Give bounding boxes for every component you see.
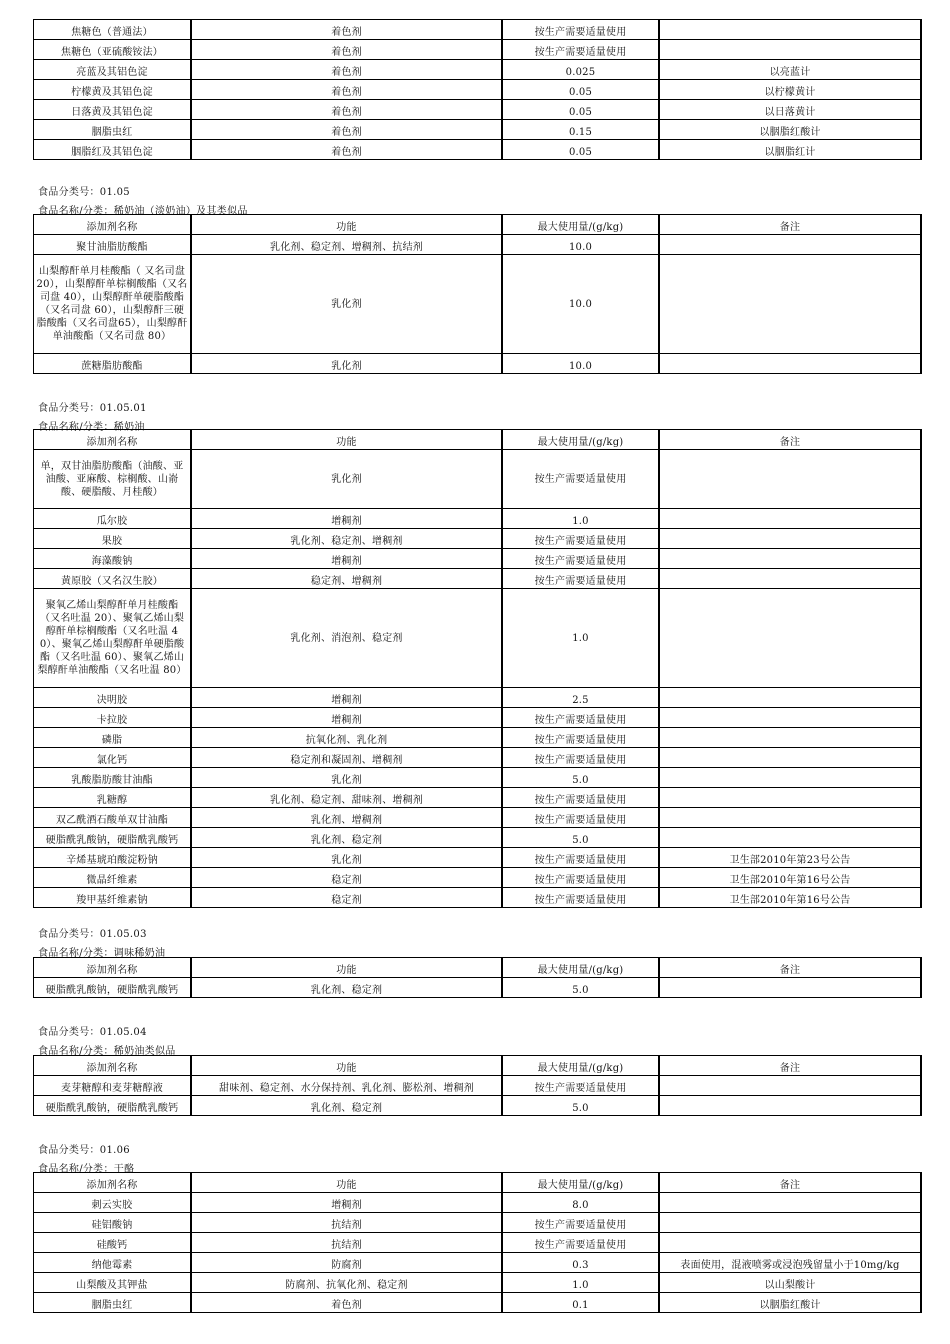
max-usage-cell: 5.0 <box>502 1096 659 1116</box>
remark-cell: 卫生部2010年第16号公告 <box>659 868 921 888</box>
table-row <box>34 828 922 848</box>
table-row <box>34 255 922 354</box>
function-cell: 着色剂 <box>191 1293 502 1313</box>
max-usage-cell: 0.15 <box>502 120 659 140</box>
max-usage-cell: 按生产需要适量使用 <box>502 708 659 728</box>
max-usage-cell: 0.3 <box>502 1253 659 1273</box>
table-row <box>34 1076 922 1096</box>
max-usage-cell: 0.05 <box>502 80 659 100</box>
table-row <box>34 808 922 828</box>
max-usage-cell: 按生产需要适量使用 <box>502 1213 659 1233</box>
table-row <box>34 140 922 160</box>
max-usage-cell: 0.025 <box>502 60 659 80</box>
max-usage-cell: 1.0 <box>502 509 659 529</box>
max-usage-cell: 10.0 <box>502 255 659 354</box>
column-header: 功能 <box>191 1173 502 1193</box>
additive-name-cell: 焦糖色（普通法） <box>34 20 192 40</box>
function-cell: 着色剂 <box>191 20 502 40</box>
additive-name-cell: 柠檬黄及其铝色淀 <box>34 80 192 100</box>
additive-name-cell: 卡拉胶 <box>34 708 192 728</box>
max-usage-cell: 1.0 <box>502 589 659 688</box>
table-header-row <box>34 1173 922 1193</box>
remark-cell: 以山梨酸计 <box>659 1273 921 1293</box>
additive-name-cell: 麦芽糖醇和麦芽糖醇液 <box>34 1076 192 1096</box>
remark-cell <box>659 255 921 354</box>
remark-cell <box>659 354 921 374</box>
table-row <box>34 100 922 120</box>
column-header: 添加剂名称 <box>34 1056 192 1076</box>
function-cell: 乳化剂 <box>191 450 502 509</box>
table-row <box>34 868 922 888</box>
additive-table <box>33 214 922 374</box>
table-row <box>34 1273 922 1293</box>
category-name: 食品名称/分类：干酪 <box>38 1164 135 1175</box>
column-header: 添加剂名称 <box>34 1173 192 1193</box>
function-cell: 乳化剂 <box>191 768 502 788</box>
table-row <box>34 1096 922 1116</box>
function-cell: 着色剂 <box>191 120 502 140</box>
column-header: 最大使用量/(g/kg) <box>502 215 659 235</box>
additive-name-cell: 纳他霉素 <box>34 1253 192 1273</box>
remark-cell <box>659 708 921 728</box>
table-row <box>34 1253 922 1273</box>
max-usage-cell: 10.0 <box>502 235 659 255</box>
column-header: 添加剂名称 <box>34 430 192 450</box>
remark-cell <box>659 688 921 708</box>
additive-name-cell: 胭脂红及其铝色淀 <box>34 140 192 160</box>
table-row <box>34 40 922 60</box>
max-usage-cell: 按生产需要适量使用 <box>502 868 659 888</box>
additive-name-cell: 微晶纤维素 <box>34 868 192 888</box>
table-row <box>34 978 922 998</box>
additive-name-cell: 果胶 <box>34 529 192 549</box>
additive-table <box>33 1172 922 1313</box>
max-usage-cell: 0.1 <box>502 1293 659 1313</box>
table-row <box>34 1293 922 1313</box>
function-cell: 乳化剂 <box>191 848 502 868</box>
additive-name-cell: 胭脂虫红 <box>34 120 192 140</box>
table-row <box>34 688 922 708</box>
additive-name-cell: 山梨酸及其钾盐 <box>34 1273 192 1293</box>
category-name: 食品名称/分类：稀奶油（淡奶油）及其类似品 <box>38 206 248 217</box>
remark-cell <box>659 20 921 40</box>
remark-cell: 以日落黄计 <box>659 100 921 120</box>
function-cell: 乳化剂 <box>191 354 502 374</box>
function-cell: 增稠剂 <box>191 509 502 529</box>
function-cell: 着色剂 <box>191 60 502 80</box>
additive-name-cell: 硅酸钙 <box>34 1233 192 1253</box>
column-header: 备注 <box>659 1056 921 1076</box>
additive-name-cell: 决明胶 <box>34 688 192 708</box>
function-cell: 增稠剂 <box>191 549 502 569</box>
remark-cell <box>659 1193 921 1213</box>
table-header-row <box>34 1056 922 1076</box>
remark-cell <box>659 40 921 60</box>
additive-name-cell: 山梨醇酐单月桂酸酯（ 又名司盘 20），山梨醇酐单棕榈酸酯（又名司盘 40），山梨醇酐单硬脂酸酯（又名司盘 60），山梨醇酐三硬脂酸酯（又名司盘65），山梨醇酐单油酸酯（又名司盘 80） <box>34 255 192 354</box>
additive-name-cell: 氯化钙 <box>34 748 192 768</box>
category-code: 食品分类号：01.05.04 <box>38 1027 147 1038</box>
table-row <box>34 60 922 80</box>
category-name: 食品名称/分类：稀奶油类似品 <box>38 1046 176 1057</box>
function-cell: 抗结剂 <box>191 1233 502 1253</box>
max-usage-cell: 0.05 <box>502 140 659 160</box>
remark-cell <box>659 1096 921 1116</box>
additive-name-cell: 海藻酸钠 <box>34 549 192 569</box>
table-row <box>34 80 922 100</box>
table-header-row <box>34 430 922 450</box>
max-usage-cell: 5.0 <box>502 828 659 848</box>
remark-cell: 表面使用，混液喷雾或浸泡残留量小于10mg/kg <box>659 1253 921 1273</box>
remark-cell <box>659 828 921 848</box>
additive-name-cell: 聚甘油脂肪酸酯 <box>34 235 192 255</box>
function-cell: 稳定剂和凝固剂、增稠剂 <box>191 748 502 768</box>
remark-cell <box>659 808 921 828</box>
column-header: 备注 <box>659 215 921 235</box>
remark-cell: 以胭脂红计 <box>659 140 921 160</box>
table-row <box>34 1193 922 1213</box>
category-name: 食品名称/分类：调味稀奶油 <box>38 948 166 959</box>
max-usage-cell: 按生产需要适量使用 <box>502 808 659 828</box>
max-usage-cell: 按生产需要适量使用 <box>502 728 659 748</box>
table-row <box>34 708 922 728</box>
additive-name-cell: 硬脂酰乳酸钠，硬脂酰乳酸钙 <box>34 978 192 998</box>
remark-cell: 卫生部2010年第16号公告 <box>659 888 921 908</box>
additive-name-cell: 单，双甘油脂肪酸酯（油酸、亚油酸、亚麻酸、棕榈酸、山嵛酸、硬脂酸、月桂酸） <box>34 450 192 509</box>
remark-cell <box>659 569 921 589</box>
table-row <box>34 549 922 569</box>
remark-cell: 以柠檬黄计 <box>659 80 921 100</box>
table-row <box>34 748 922 768</box>
additive-name-cell: 黄原胶（又名汉生胶） <box>34 569 192 589</box>
additive-name-cell: 硬脂酰乳酸钠，硬脂酰乳酸钙 <box>34 1096 192 1116</box>
column-header: 最大使用量/(g/kg) <box>502 958 659 978</box>
category-name: 食品名称/分类：稀奶油 <box>38 422 145 433</box>
table-row <box>34 235 922 255</box>
remark-cell: 以胭脂红酸计 <box>659 120 921 140</box>
max-usage-cell: 按生产需要适量使用 <box>502 450 659 509</box>
category-code: 食品分类号：01.05.03 <box>38 929 147 940</box>
function-cell: 乳化剂、稳定剂、增稠剂 <box>191 529 502 549</box>
function-cell: 着色剂 <box>191 80 502 100</box>
category-code: 食品分类号：01.05 <box>38 187 130 198</box>
function-cell: 抗结剂 <box>191 1213 502 1233</box>
table-row <box>34 848 922 868</box>
remark-cell <box>659 589 921 688</box>
remark-cell <box>659 1233 921 1253</box>
additive-name-cell: 瓜尔胶 <box>34 509 192 529</box>
function-cell: 着色剂 <box>191 140 502 160</box>
table-row <box>34 509 922 529</box>
column-header: 最大使用量/(g/kg) <box>502 1173 659 1193</box>
additive-name-cell: 日落黄及其铝色淀 <box>34 100 192 120</box>
remark-cell <box>659 768 921 788</box>
additive-name-cell: 胭脂虫红 <box>34 1293 192 1313</box>
additive-table <box>33 1055 922 1116</box>
column-header: 功能 <box>191 430 502 450</box>
column-header: 备注 <box>659 430 921 450</box>
additive-name-cell: 磷脂 <box>34 728 192 748</box>
function-cell: 稳定剂 <box>191 888 502 908</box>
max-usage-cell: 5.0 <box>502 768 659 788</box>
function-cell: 防腐剂 <box>191 1253 502 1273</box>
max-usage-cell: 按生产需要适量使用 <box>502 1076 659 1096</box>
max-usage-cell: 按生产需要适量使用 <box>502 748 659 768</box>
additive-table <box>33 19 922 160</box>
remark-cell <box>659 788 921 808</box>
function-cell: 抗氧化剂、乳化剂 <box>191 728 502 748</box>
table-header-row <box>34 215 922 235</box>
function-cell: 乳化剂 <box>191 255 502 354</box>
table-row <box>34 120 922 140</box>
table-row <box>34 450 922 509</box>
max-usage-cell: 按生产需要适量使用 <box>502 569 659 589</box>
function-cell: 着色剂 <box>191 100 502 120</box>
column-header: 最大使用量/(g/kg) <box>502 430 659 450</box>
max-usage-cell: 2.5 <box>502 688 659 708</box>
table-row <box>34 529 922 549</box>
max-usage-cell: 按生产需要适量使用 <box>502 848 659 868</box>
table-row <box>34 569 922 589</box>
remark-cell <box>659 235 921 255</box>
max-usage-cell: 按生产需要适量使用 <box>502 529 659 549</box>
column-header: 功能 <box>191 1056 502 1076</box>
table-header-row <box>34 958 922 978</box>
remark-cell <box>659 450 921 509</box>
table-row <box>34 768 922 788</box>
max-usage-cell: 按生产需要适量使用 <box>502 20 659 40</box>
max-usage-cell: 8.0 <box>502 1193 659 1213</box>
function-cell: 稳定剂、增稠剂 <box>191 569 502 589</box>
function-cell: 增稠剂 <box>191 688 502 708</box>
remark-cell <box>659 978 921 998</box>
column-header: 功能 <box>191 215 502 235</box>
function-cell: 乳化剂、消泡剂、稳定剂 <box>191 589 502 688</box>
max-usage-cell: 0.05 <box>502 100 659 120</box>
function-cell: 稳定剂 <box>191 868 502 888</box>
remark-cell: 卫生部2010年第23号公告 <box>659 848 921 868</box>
remark-cell <box>659 1076 921 1096</box>
remark-cell: 以亮蓝计 <box>659 60 921 80</box>
table-row <box>34 1213 922 1233</box>
function-cell: 增稠剂 <box>191 1193 502 1213</box>
function-cell: 甜味剂、稳定剂、水分保持剂、乳化剂、膨松剂、增稠剂 <box>191 1076 502 1096</box>
table-row <box>34 589 922 688</box>
column-header: 备注 <box>659 958 921 978</box>
function-cell: 乳化剂、增稠剂 <box>191 808 502 828</box>
additive-table <box>33 429 922 908</box>
max-usage-cell: 按生产需要适量使用 <box>502 788 659 808</box>
column-header: 最大使用量/(g/kg) <box>502 1056 659 1076</box>
category-code: 食品分类号：01.05.01 <box>38 403 147 414</box>
function-cell: 增稠剂 <box>191 708 502 728</box>
max-usage-cell: 5.0 <box>502 978 659 998</box>
additive-name-cell: 乳酸脂肪酸甘油酯 <box>34 768 192 788</box>
max-usage-cell: 按生产需要适量使用 <box>502 40 659 60</box>
remark-cell: 以胭脂红酸计 <box>659 1293 921 1313</box>
function-cell: 乳化剂、稳定剂 <box>191 978 502 998</box>
table-row <box>34 728 922 748</box>
max-usage-cell: 10.0 <box>502 354 659 374</box>
additive-name-cell: 亮蓝及其铝色淀 <box>34 60 192 80</box>
additive-name-cell: 硬脂酰乳酸钠，硬脂酰乳酸钙 <box>34 828 192 848</box>
table-row <box>34 888 922 908</box>
remark-cell <box>659 728 921 748</box>
table-row <box>34 20 922 40</box>
remark-cell <box>659 1213 921 1233</box>
remark-cell <box>659 529 921 549</box>
max-usage-cell: 按生产需要适量使用 <box>502 888 659 908</box>
additive-name-cell: 乳糖醇 <box>34 788 192 808</box>
additive-name-cell: 聚氧乙烯山梨醇酐单月桂酸酯（又名吐温 20）、聚氧乙烯山梨醇酐单棕榈酸酯（又名吐温 40）、聚氧乙烯山梨醇酐单硬脂酸酯（又名吐温 60）、聚氧乙烯山梨醇酐单油酸酯（又名吐温 80） <box>34 589 192 688</box>
function-cell: 乳化剂、稳定剂 <box>191 828 502 848</box>
additive-name-cell: 刺云实胶 <box>34 1193 192 1213</box>
additive-name-cell: 羧甲基纤维素钠 <box>34 888 192 908</box>
table-row <box>34 788 922 808</box>
function-cell: 乳化剂、稳定剂 <box>191 1096 502 1116</box>
additive-name-cell: 硅铝酸钠 <box>34 1213 192 1233</box>
additive-name-cell: 辛烯基琥珀酸淀粉钠 <box>34 848 192 868</box>
table-row <box>34 1233 922 1253</box>
additive-name-cell: 双乙酰酒石酸单双甘油酯 <box>34 808 192 828</box>
remark-cell <box>659 509 921 529</box>
max-usage-cell: 1.0 <box>502 1273 659 1293</box>
max-usage-cell: 按生产需要适量使用 <box>502 549 659 569</box>
max-usage-cell: 按生产需要适量使用 <box>502 1233 659 1253</box>
category-code: 食品分类号：01.06 <box>38 1145 130 1156</box>
remark-cell <box>659 748 921 768</box>
column-header: 添加剂名称 <box>34 958 192 978</box>
remark-cell <box>659 549 921 569</box>
column-header: 功能 <box>191 958 502 978</box>
additive-table <box>33 957 922 998</box>
column-header: 添加剂名称 <box>34 215 192 235</box>
function-cell: 乳化剂、稳定剂、甜味剂、增稠剂 <box>191 788 502 808</box>
function-cell: 防腐剂、抗氧化剂、稳定剂 <box>191 1273 502 1293</box>
function-cell: 乳化剂、稳定剂、增稠剂、抗结剂 <box>191 235 502 255</box>
function-cell: 着色剂 <box>191 40 502 60</box>
table-row <box>34 354 922 374</box>
additive-name-cell: 焦糖色（亚硫酸铵法） <box>34 40 192 60</box>
column-header: 备注 <box>659 1173 921 1193</box>
additive-name-cell: 蔗糖脂肪酸酯 <box>34 354 192 374</box>
